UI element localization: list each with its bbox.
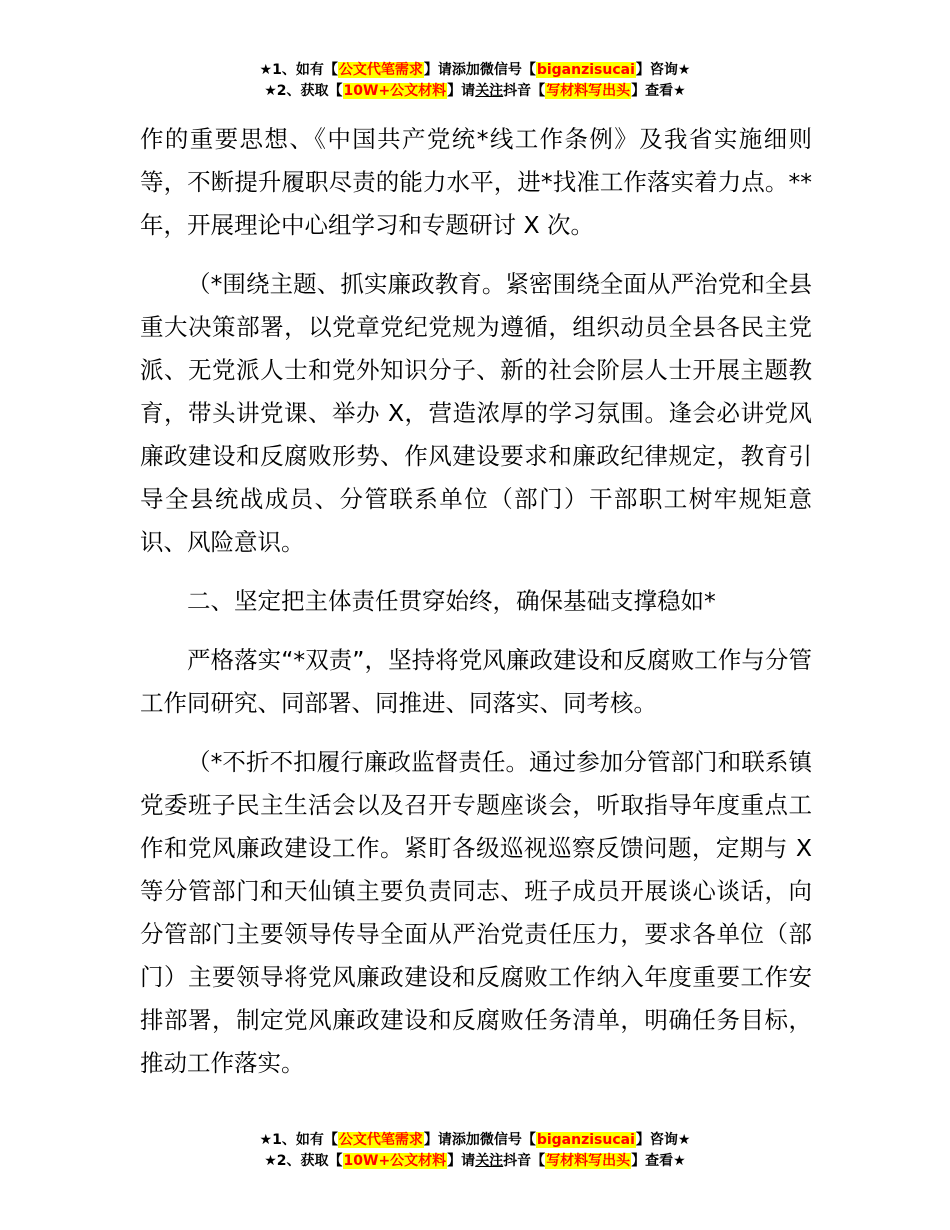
paragraph-4: （*不折不扣履行廉政监督责任。通过参加分管部门和联系镇党委班子民主生活会以及召开专题座谈会，听取指导年度重点工作和党风廉政建设工作。紧盯各级巡视巡察反馈问题，定期与 X 等分管部门和天仙镇主要负责同志、班子成员开展谈心谈话，向分管部门主要领导传导全面从严治党责任压力，要求各单位（部门）主要领导将党风廉政建设和反腐败工作纳入年度重要工作安排部署，制定党风廉政建设和反腐败任务清单，明确任务目标，推动工作落实。 bbox=[140, 748, 812, 1077]
document-body bbox=[140, 118, 812, 1085]
paragraph-3: 严格落实“*双责”，坚持将党风廉政建设和反腐败工作与分管工作同研究、同部署、同推进、同落实、同考核。 bbox=[140, 646, 812, 717]
section-heading-2: 二、坚定把主体责任贯穿始终，确保基础支撑稳如* bbox=[187, 587, 716, 615]
highlight-wechat-id: biganzisucai bbox=[536, 62, 635, 78]
paragraph-1: 作的重要思想、《中国共产党统*线工作条例》及我省实施细则等，不断提升履职尽责的能力水平，进*找准工作落实着力点。**年，开展理论中心组学习和专题研讨 X 次。 bbox=[140, 125, 812, 239]
footer-highlight-service: 公文代笔需求 bbox=[338, 1132, 423, 1148]
header-banner bbox=[0, 60, 950, 102]
banner-line-1: ★1、如有【公文代笔需求】请添加微信号【biganzisucai】咨询★ bbox=[259, 62, 691, 78]
highlight-douyin-id: 写材料写出头 bbox=[546, 83, 631, 99]
footer-emphasis-add: 添加 bbox=[451, 1132, 480, 1148]
emphasis-add: 添加 bbox=[451, 62, 480, 78]
highlight-service: 公文代笔需求 bbox=[338, 62, 423, 78]
paragraph-2: （*围绕主题、抓实廉政教育。紧密围绕全面从严治党和全县重大决策部署，以党章党纪党规为遵循，组织动员全县各民主党派、无党派人士和党外知识分子、新的社会阶层人士开展主题教育，带头讲党课、举办 X，营造浓厚的学习氛围。逢会必讲党风廉政建设和反腐败形势、作风建设要求和廉政纪律规定，教育引导全县统战成员、分管联系单位（部门）干部职工树牢规矩意识、风险意识。 bbox=[140, 270, 812, 556]
footer-highlight-douyin-id: 写材料写出头 bbox=[546, 1153, 631, 1169]
footer-line-1: ★1、如有【公文代笔需求】请添加微信号【biganzisucai】咨询★ bbox=[259, 1132, 691, 1148]
banner-line-2: ★2、获取【10W+公文材料】请关注抖音【写材料写出头】查看★ bbox=[264, 83, 686, 99]
footer-emphasis-follow: 关注 bbox=[475, 1153, 504, 1169]
footer-banner bbox=[0, 1130, 950, 1172]
footer-highlight-materials: 10W+公文材料 bbox=[343, 1153, 447, 1169]
emphasis-follow: 关注 bbox=[475, 83, 504, 99]
highlight-materials: 10W+公文材料 bbox=[343, 83, 447, 99]
footer-highlight-wechat-id: biganzisucai bbox=[536, 1132, 635, 1148]
footer-line-2: ★2、获取【10W+公文材料】请关注抖音【写材料写出头】查看★ bbox=[264, 1153, 686, 1169]
